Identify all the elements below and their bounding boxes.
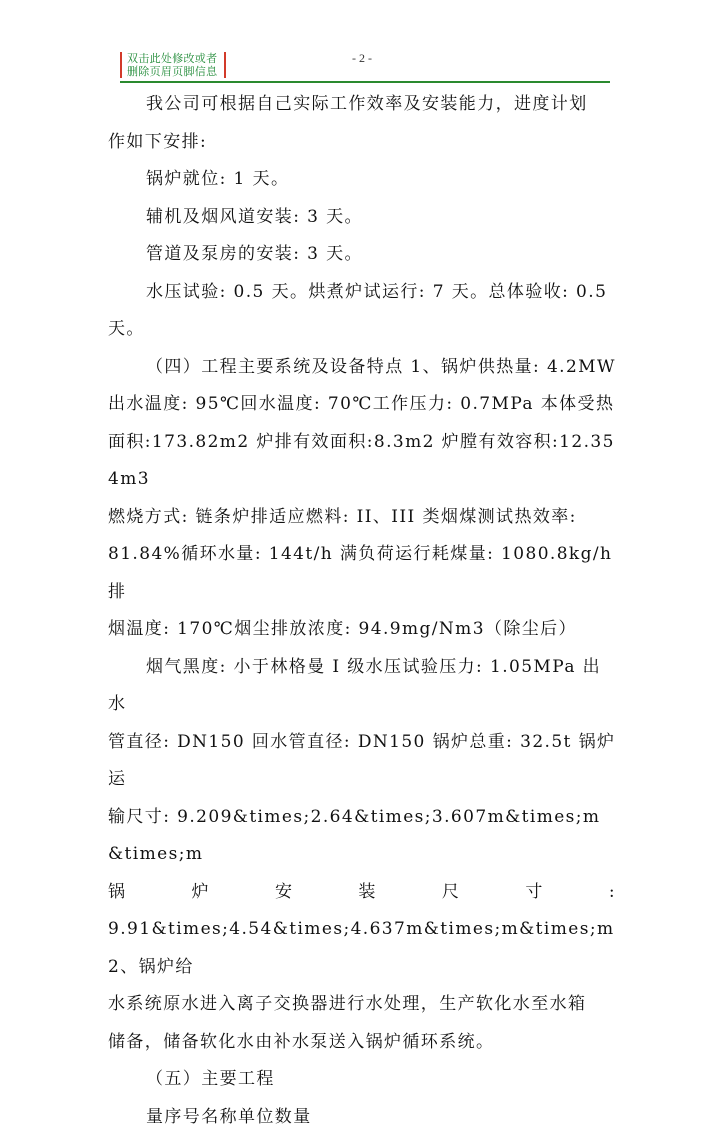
paragraph-line: 辅机及烟风道安装: 3 天。 bbox=[108, 199, 616, 237]
paragraph-line: （四）工程主要系统及设备特点 1、锅炉供热量: 4.2MW bbox=[108, 349, 616, 387]
header-note-line2: 删除页眉页脚信息 bbox=[127, 65, 219, 78]
paragraph-line: 烟温度: 170℃烟尘排放浓度: 94.9mg/Nm3（除尘后） bbox=[108, 611, 616, 649]
paragraph-line: 管直径: DN150 回水管直径: DN150 锅炉总重: 32.5t 锅炉运 bbox=[108, 724, 616, 799]
paragraph-line: 输尺寸: 9.209&times;2.64&times;3.607m&times;m&times;m bbox=[108, 799, 616, 874]
paragraph-line: 我公司可根据自己实际工作效率及安装能力，进度计划 bbox=[108, 86, 616, 124]
paragraph-line: 天。 bbox=[108, 311, 616, 349]
section-heading: （五）主要工程 bbox=[108, 1061, 616, 1099]
paragraph-line: 锅炉就位: 1 天。 bbox=[108, 161, 616, 199]
paragraph-line: 管道及泵房的安装: 3 天。 bbox=[108, 236, 616, 274]
paragraph-line: 81.84%循环水量: 144t/h 满负荷运行耗煤量: 1080.8kg/h 排 bbox=[108, 536, 616, 611]
paragraph-line: 出水温度: 95℃回水温度: 70℃工作压力: 0.7MPa 本体受热 bbox=[108, 386, 616, 424]
header-rule bbox=[120, 81, 610, 83]
paragraph-line: 水系统原水进入离子交换器进行水处理，生产软化水至水箱 bbox=[108, 986, 616, 1024]
header-note-line1: 双击此处修改或者 bbox=[127, 52, 219, 65]
paragraph-line: 水压试验: 0.5 天。烘煮炉试运行: 7 天。总体验收: 0.5 bbox=[108, 274, 616, 312]
document-body bbox=[108, 86, 616, 1136]
paragraph-line: 储备，储备软化水由补水泵送入锅炉循环系统。 bbox=[108, 1024, 616, 1062]
paragraph-line: 烟气黑度: 小于林格曼 I 级水压试验压力: 1.05MPa 出水 bbox=[108, 649, 616, 724]
paragraph-line: 作如下安排: bbox=[108, 124, 616, 162]
paragraph-line: 燃烧方式: 链条炉排适应燃料: II、III 类烟煤测试热效率: bbox=[108, 499, 616, 537]
paragraph-line: 面积:173.82m2 炉排有效面积:8.3m2 炉膛有效容积:12.354m3 bbox=[108, 424, 616, 499]
paragraph-line: 量序号名称单位数量 bbox=[108, 1099, 616, 1136]
page-number: - 2 - bbox=[0, 51, 724, 66]
paragraph-line: 9.91&times;4.54&times;4.637m&times;m&times;m2、锅炉给 bbox=[108, 911, 616, 986]
paragraph-line: 锅 炉 安 装 尺 寸 : bbox=[108, 874, 616, 912]
